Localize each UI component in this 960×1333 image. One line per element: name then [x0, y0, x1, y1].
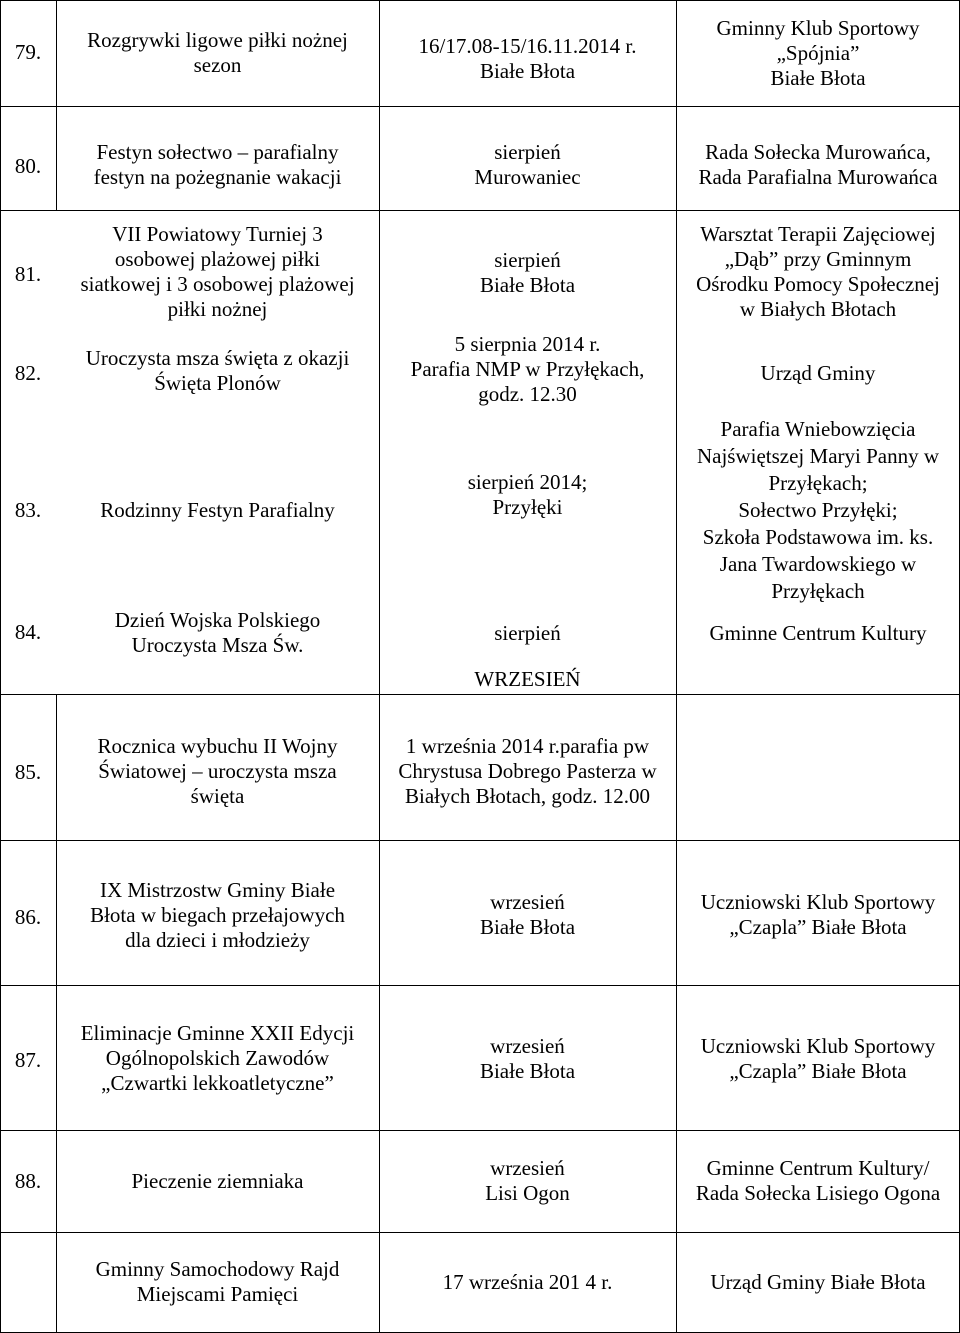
organizer-line: „Spójnia”: [776, 41, 860, 65]
when-cell: [379, 1156, 676, 1206]
event-cell: [56, 734, 379, 809]
event-line: VII Powiatowy Turniej 3: [112, 222, 323, 246]
organizer-cell: [676, 1156, 960, 1206]
when-line: 1 września 2014 r.parafia pw: [405, 734, 650, 758]
organizer-line: Uczniowski Klub Sportowy: [700, 890, 936, 914]
when-line: Parafia NMP w Przyłękach,: [410, 357, 645, 381]
event-line: osobowej plażowej piłki: [114, 247, 321, 271]
event-line: sezon: [193, 53, 242, 77]
event-cell: [56, 346, 379, 396]
organizer-line: Najświętszej Maryi Panny w: [696, 444, 940, 468]
event-line: Światowej – uroczysta msza: [98, 759, 337, 783]
when-line: wrzesień: [490, 890, 565, 914]
organizer-line: „Czapla” Białe Błota: [729, 1059, 907, 1083]
event-cell: [56, 140, 379, 190]
organizer-line: Parafia Wniebowzięcia: [720, 417, 916, 441]
event-line: Błota w biegach przełajowych: [90, 903, 345, 927]
organizer-line: Uczniowski Klub Sportowy: [700, 1034, 936, 1058]
event-line: IX Mistrzostw Gminy Białe: [99, 878, 336, 902]
when-cell: [379, 621, 676, 646]
when-cell: [379, 140, 676, 190]
when-line: Murowaniec: [474, 165, 581, 189]
table-rule: [0, 840, 960, 841]
organizer-line: Rada Parafialna Murowańca: [698, 165, 938, 189]
event-line: Pieczenie ziemniaka: [131, 1169, 304, 1193]
organizer-line: Rada Sołecka Murowańca,: [705, 140, 931, 164]
organizer-cell: [676, 1270, 960, 1295]
when-line: Lisi Ogon: [485, 1181, 570, 1205]
organizer-line: „Dąb” przy Gminnym: [724, 247, 912, 271]
table-rule: [379, 0, 380, 1332]
when-line: Chrystusa Dobrego Pasterza w: [398, 759, 657, 783]
organizer-cell: [676, 621, 960, 646]
event-line: piłki nożnej: [167, 297, 268, 321]
organizer-line: Przyłękach;: [768, 471, 868, 495]
table-rule: [0, 1130, 960, 1131]
when-line: Białych Błotach, godz. 12.00: [405, 784, 650, 808]
when-line: sierpień: [494, 140, 561, 164]
organizer-line: Ośrodku Pomocy Społecznej: [696, 272, 940, 296]
organizer-line: Białe Błota: [770, 66, 866, 90]
organizer-line: Urząd Gminy Białe Błota: [710, 1270, 926, 1294]
event-line: Rozgrywki ligowe piłki nożnej: [87, 28, 348, 52]
event-cell: [56, 28, 379, 78]
when-cell: [379, 1270, 676, 1295]
event-cell: [56, 878, 379, 953]
when-cell: [379, 34, 676, 84]
organizer-cell: [676, 890, 960, 940]
event-line: dla dzieci i młodzieży: [125, 928, 310, 952]
row-number: 82.: [14, 361, 42, 385]
table-rule: [0, 210, 960, 211]
table-rule: [676, 0, 677, 1332]
when-line: Białe Błota: [479, 1059, 576, 1083]
row-number: 81.: [14, 262, 42, 286]
event-line: Uroczysta Msza Św.: [131, 633, 304, 657]
when-cell: [379, 248, 676, 298]
event-cell: [56, 222, 379, 322]
event-cell: [56, 498, 379, 523]
event-cell: [56, 1021, 379, 1096]
row-number: 79.: [14, 40, 42, 64]
month-header: WRZESIEŃ: [474, 667, 581, 691]
organizer-line: Szkoła Podstawowa im. ks.: [702, 525, 934, 549]
event-line: siatkowej i 3 osobowej plażowej: [80, 272, 355, 296]
row-number: 80.: [14, 154, 42, 178]
when-line: godz. 12.30: [478, 382, 577, 406]
when-cell: [379, 1034, 676, 1084]
when-line: 16/17.08-15/16.11.2014 r.: [418, 34, 637, 58]
when-cell: [379, 470, 676, 520]
when-line: Białe Błota: [479, 915, 576, 939]
organizer-cell: [676, 16, 960, 91]
organizer-line: Warsztat Terapii Zajęciowej: [700, 222, 936, 246]
organizer-line: Gminne Centrum Kultury: [709, 621, 927, 645]
when-line: Białe Błota: [479, 59, 576, 83]
row-number: 84.: [14, 620, 42, 644]
table-rule: [0, 1232, 960, 1233]
row-number: 88.: [14, 1169, 42, 1193]
when-cell: [379, 890, 676, 940]
organizer-cell: [676, 222, 960, 322]
when-line: 5 sierpnia 2014 r.: [454, 332, 601, 356]
organizer-line: Rada Sołecka Lisiego Ogona: [695, 1181, 941, 1205]
organizer-line: Sołectwo Przyłęki;: [738, 498, 898, 522]
when-line: sierpień: [494, 621, 561, 645]
event-line: święta: [190, 784, 245, 808]
row-number: 83.: [14, 498, 42, 522]
event-line: Miejscami Pamięci: [136, 1282, 299, 1306]
row-number: 85.: [14, 760, 42, 784]
organizer-line: w Białych Błotach: [739, 297, 897, 321]
table-rule: [0, 106, 960, 107]
event-cell: [56, 1257, 379, 1307]
row-number: 87.: [14, 1048, 42, 1072]
row-number: 86.: [14, 905, 42, 929]
table-rule: [0, 694, 960, 695]
table-rule: [0, 985, 960, 986]
when-line: Przyłęki: [492, 495, 563, 519]
when-cell: [379, 734, 676, 809]
event-line: „Czwartki lekkoatletyczne”: [101, 1071, 334, 1095]
organizer-line: Gminne Centrum Kultury/: [706, 1156, 930, 1180]
event-line: Eliminacje Gminne XXII Edycji: [80, 1021, 355, 1045]
event-cell: [56, 608, 379, 658]
table-rule: [0, 0, 960, 1]
event-line: Uroczysta msza święta z okazji: [85, 346, 350, 370]
when-line: wrzesień: [490, 1034, 565, 1058]
when-line: Białe Błota: [479, 273, 576, 297]
organizer-cell: [676, 416, 960, 605]
event-line: festyn na pożegnanie wakacji: [93, 165, 342, 189]
when-cell: [379, 332, 676, 407]
organizer-cell: [676, 140, 960, 190]
event-line: Ogólnopolskich Zawodów: [105, 1046, 330, 1070]
event-line: Gminny Samochodowy Rajd: [95, 1257, 340, 1281]
event-cell: [56, 1169, 379, 1194]
event-line: Rocznica wybuchu II Wojny: [97, 734, 338, 758]
when-line: sierpień: [494, 248, 561, 272]
when-line: wrzesień: [490, 1156, 565, 1180]
when-line: 17 września 201 4 r.: [442, 1270, 613, 1294]
event-line: Festyn sołectwo – parafialny: [96, 140, 339, 164]
organizer-line: Jana Twardowskiego w: [719, 552, 917, 576]
organizer-line: Przyłękach: [771, 579, 865, 603]
organizer-line: Gminny Klub Sportowy: [716, 16, 920, 40]
organizer-line: Urząd Gminy: [760, 361, 876, 385]
organizer-cell: [676, 361, 960, 386]
event-line: Rodzinny Festyn Parafialny: [100, 498, 335, 522]
table-rule: [0, 0, 1, 1333]
when-line: sierpień 2014;: [467, 470, 588, 494]
organizer-cell: [676, 1034, 960, 1084]
event-line: Dzień Wojska Polskiego: [114, 608, 321, 632]
event-line: Święta Plonów: [154, 371, 281, 395]
organizer-line: „Czapla” Białe Błota: [729, 915, 907, 939]
